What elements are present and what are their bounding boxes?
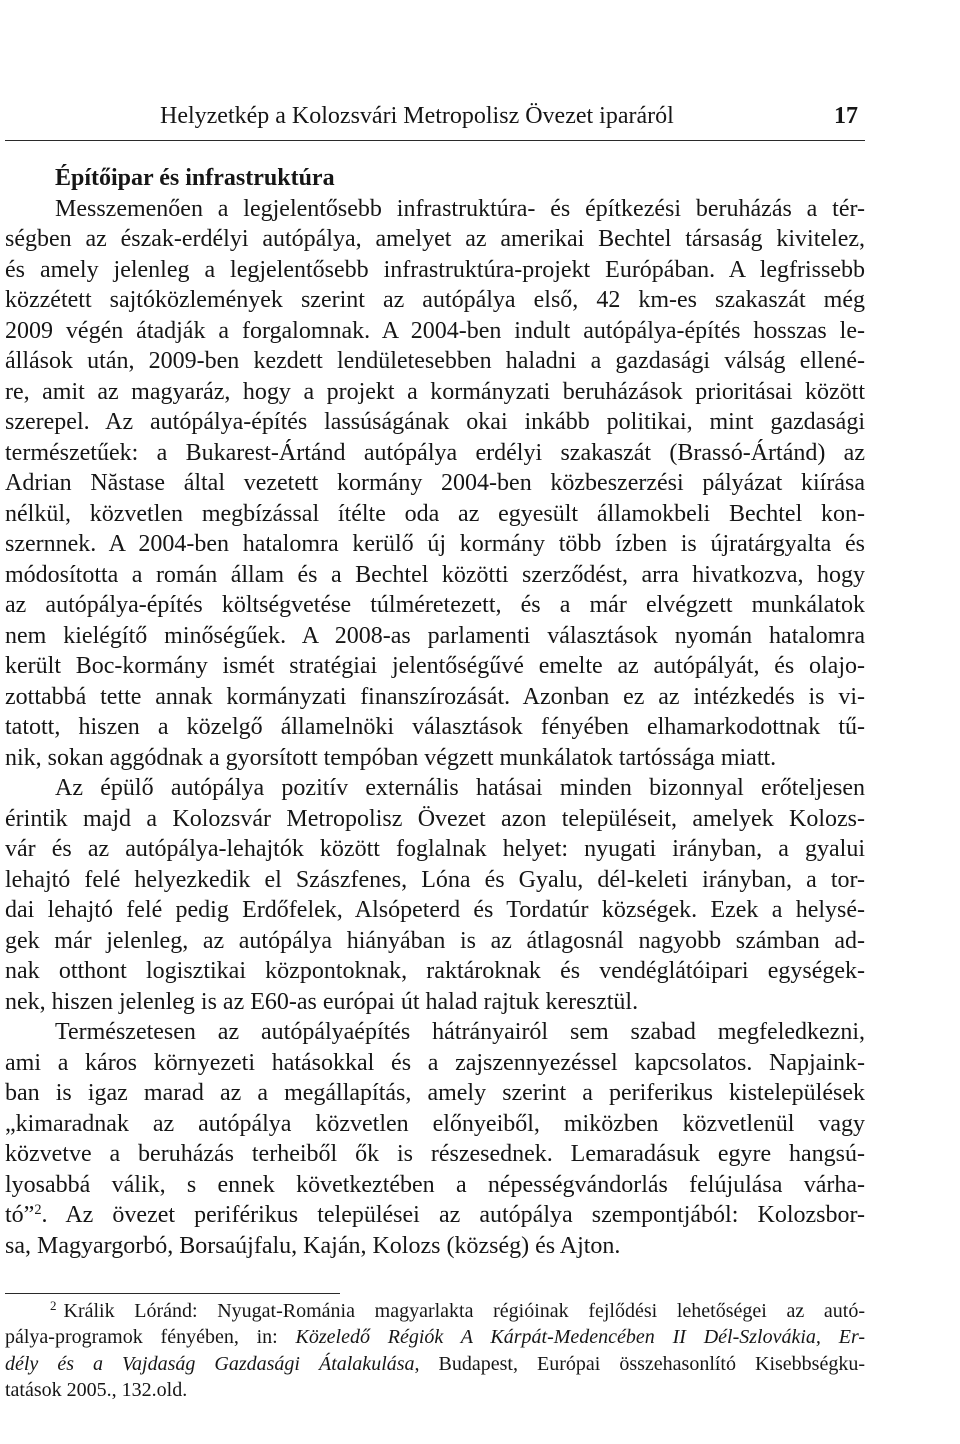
citation-title: Közeledő Régiók A Kárpát-Medencében II Dél-Szlovákia, Er- (295, 1326, 865, 1349)
text-line: gek már jelenleg, az autópálya hiányában is az átlagosnál nagyobb számban ad- (5, 927, 865, 954)
text-body (5, 163, 865, 1261)
text-line: ban is igaz marad az a megállapítás, amely szerint a periferikus kistelepülések (5, 1080, 865, 1106)
page-number: 17 (834, 103, 858, 129)
text-line: természetűek: a Bukarest-Ártánd autópálya erdélyi szakaszát (Brassó-Ártánd) az (5, 439, 865, 466)
citation-title: dély és a Vajdaság Gazdasági Átalakulása (5, 1352, 415, 1375)
text-line: Az épülő autópálya pozitív externális hatásai minden bizonnyal erőteljesen (55, 775, 865, 801)
text-line: módosította a román állam és a Bechtel közötti szerződést, arra hivatkozva, hogy (5, 561, 865, 588)
text-line: közvetve a beruházás terheiből ők is részesednek. Lemaradásuk egyre hangsú- (5, 1141, 865, 1167)
footnote-text: Králik Lóránd: Nyugat-Románia magyarlakta régióinak fejlődési lehetőségei az autó- (63, 1300, 865, 1322)
text-line: került Boc-kormány ismét stratégiai jelentőségűvé emelte az autópályát, és olajo- (5, 653, 865, 679)
text-line: nik, sokan aggódnak a gyorsított tempóban végzett munkálatok tartóssága miatt. (5, 744, 777, 771)
text-line: nem kielégítő minőségűek. A 2008-as parlamenti választások nyomán hatalomra (5, 622, 865, 649)
text-line: szernnek. A 2004-ben hatalomra kerülő új kormány több ízben is újratárgyalta és (5, 531, 865, 557)
text-line (5, 1200, 865, 1231)
text-line: nak otthont logisztikai központoknak, raktároknak és vendéglátóipari egységek- (5, 958, 865, 984)
text-line: lyosabbá válik, s ennek következtében a népességvándorlás felújulása várha- (5, 1171, 865, 1198)
text-line: és amely jelenleg a legjelentősebb infrastruktúra-projekt Európában. A legfrissebb (5, 256, 865, 283)
text-line: zottabbá tette annak kormányzati finanszírozását. Azonban ez az intézkedés is vi- (5, 683, 865, 710)
text-line: szerepel. Az autópálya-építés lassúságának okai inkább politikai, mint gazdasági (5, 409, 865, 435)
footnote-text: , Budapest, Európai összehasonlító Kisebbségku- (414, 1352, 865, 1375)
text-line: Messzemenően a legjelentősebb infrastruktúra- és építkezési beruházás a tér- (55, 195, 865, 222)
paragraph (5, 773, 865, 1017)
footnote-line (5, 1324, 865, 1350)
text-line: 2009 végén átadják a forgalomnak. A 2004-ben indult autópálya-építés hosszas le- (5, 317, 865, 344)
footnote-reference: 2 (34, 1202, 42, 1219)
text-line: Adrian Năstase által vezetett kormány 2004-ben közbeszerzési pályázat kiírása (5, 470, 865, 496)
text-line: ségben az észak-erdélyi autópálya, amelyet az amerikai Bechtel társaság kivitelez, (5, 226, 865, 252)
paragraph (5, 1017, 865, 1261)
section-title: Építőipar és infrastruktúra (55, 165, 335, 191)
text-segment: tó” (5, 1202, 35, 1228)
running-title: Helyzetkép a Kolozsvári Metropolisz Övezet iparáról (160, 103, 674, 129)
footnote-rule (5, 1293, 340, 1294)
footnote-line (5, 1351, 865, 1377)
text-line: az autópálya-építés költségvetése túlméretezett, és a már elvégzett munkálatok (5, 592, 865, 618)
footnote-text: pálya-programok fényében, in: (5, 1326, 296, 1349)
text-line: érintik majd a Kolozsvár Metropolisz Övezet azon településeit, amelyek Kolozs- (5, 805, 865, 832)
text-line: „kimaradnak az autópálya közvetlen előnyeiből, miközben közvetlenül vagy (5, 1110, 865, 1137)
text-line: Természetesen az autópályaépítés hátrányairól sem szabad megfeledkezni, (55, 1019, 865, 1045)
text-line: állások után, 2009-ben kezdett lendületesebben haladni a gazdasági válság ellené- (5, 348, 865, 374)
text-line: sa, Magyargorbó, Borsaújfalu, Kaján, Kolozs (község) és Ajton. (5, 1232, 621, 1259)
text-line: nélkül, közvetlen megbízással ítélte oda az egyesült államokbeli Bechtel kon- (5, 500, 865, 527)
text-line: közzétett sajtóközlemények szerint az autópálya első, 42 km-es szakaszát még (5, 287, 865, 313)
header-rule (5, 140, 865, 141)
text-line: ami a káros környezeti hatásokkal és a zajszennyezéssel kapcsolatos. Napjaink- (5, 1049, 865, 1076)
text-line: nek, hiszen jelenleg is az E60-as európai út halad rajtuk keresztül. (5, 988, 639, 1015)
text-segment: . Az övezet periférikus települései az autópálya szempontjából: Kolozsbor- (41, 1202, 865, 1228)
footnote (5, 1298, 865, 1403)
text-line: dai lehajtó felé pedig Erdőfelek, Alsópeterd és Tordatúr községek. Ezek a helysé- (5, 897, 865, 923)
text-line: tatott, hiszen a közelgő államelnöki választások fényében elhamarkodottnak tű- (5, 714, 865, 740)
footnote-line (5, 1298, 865, 1324)
footnote-marker: 2 (50, 1297, 57, 1313)
text-line: vár és az autópálya-lehajtók között foglalnak helyet: nyugati irányban, a gyalui (5, 836, 865, 862)
paragraph (5, 194, 865, 774)
text-line: re, amit az magyaráz, hogy a projekt a kormányzati beruházások prioritásai között (5, 378, 865, 405)
text-line: lehajtó felé helyezkedik el Szászfenes, Lóna és Gyalu, dél-keleti irányban, a tor- (5, 866, 865, 893)
footnote-line: tatások 2005., 132.old. (5, 1378, 188, 1401)
